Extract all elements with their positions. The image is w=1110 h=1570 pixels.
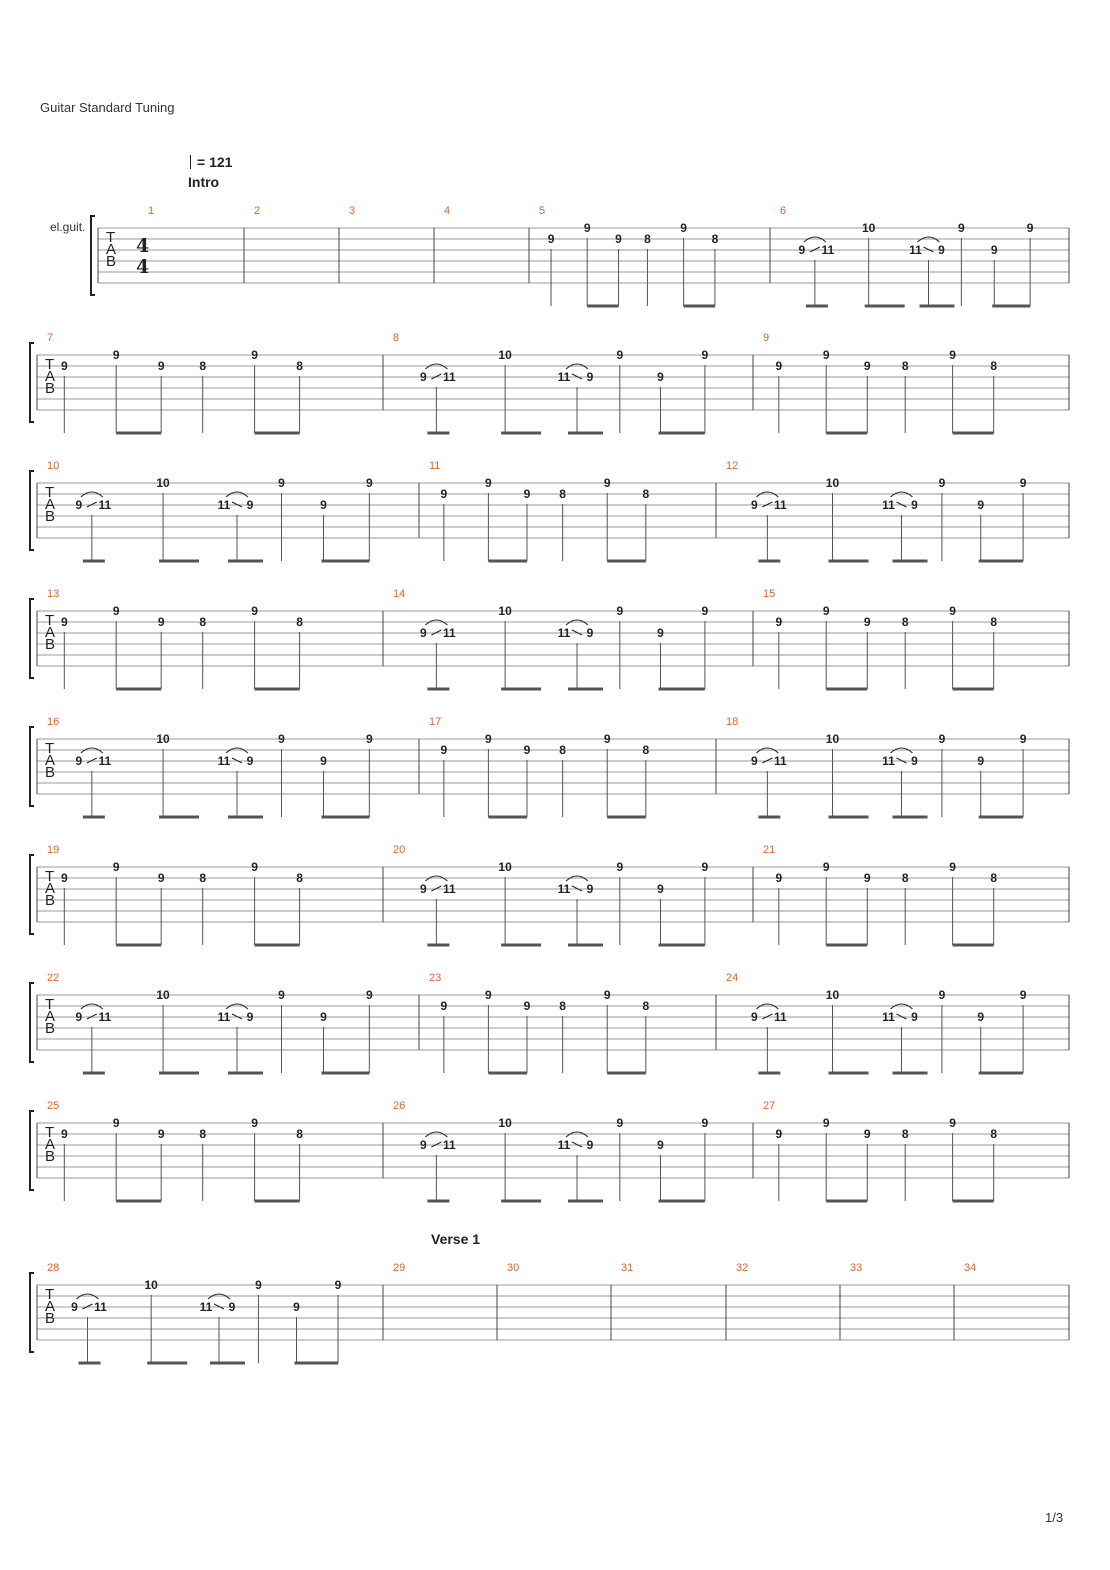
fret-number: 11 <box>199 1300 213 1314</box>
fret-number: 9 <box>586 370 594 384</box>
tab-clef-letter: A <box>45 496 56 513</box>
fret-number: 9 <box>751 754 758 768</box>
system-bracket <box>30 1273 34 1352</box>
fret-number: 9 <box>977 754 985 768</box>
fret-number: 9 <box>112 604 120 618</box>
tab-clef-letter: T <box>45 996 55 1013</box>
tab-clef-letter: T <box>45 868 55 885</box>
fret-number: 9 <box>616 348 624 362</box>
measure-number: 10 <box>47 460 60 472</box>
fret-number: 11 <box>774 1010 787 1024</box>
fret-number: 10 <box>144 1278 158 1292</box>
tab-clef-letter: B <box>45 508 56 525</box>
fret-number: 9 <box>440 999 448 1013</box>
fret-number: 11 <box>217 1010 231 1024</box>
fret-number: 9 <box>657 626 664 640</box>
fret-number: 9 <box>75 754 83 768</box>
fret-number: 9 <box>246 754 254 768</box>
fret-number: 9 <box>863 615 871 629</box>
fret-number: 9 <box>60 871 68 885</box>
tab-clef-letter: B <box>45 636 56 653</box>
fret-number: 9 <box>485 476 492 490</box>
fret-number: 9 <box>157 871 165 885</box>
fret-number: 8 <box>559 999 566 1013</box>
fret-number: 9 <box>977 498 985 512</box>
fret-number: 9 <box>616 604 624 618</box>
fret-number: 9 <box>822 348 830 362</box>
fret-number: 9 <box>251 860 258 874</box>
fret-number: 11 <box>443 626 456 640</box>
fret-number: 9 <box>420 370 427 384</box>
fret-number: 8 <box>559 743 566 757</box>
tab-clef-letter: A <box>45 1136 56 1153</box>
system-bracket <box>30 471 34 550</box>
tab-clef-letter: B <box>45 1310 56 1327</box>
fret-number: 9 <box>775 1127 783 1141</box>
tempo-value: = 121 <box>197 154 233 170</box>
fret-number: 9 <box>863 871 871 885</box>
fret-number: 9 <box>60 359 68 373</box>
fret-number: 9 <box>751 498 758 512</box>
fret-number: 11 <box>443 1138 456 1152</box>
measure-number: 15 <box>763 588 776 600</box>
fret-number: 9 <box>320 498 327 512</box>
measure-number: 1 <box>148 205 155 217</box>
fret-number: 8 <box>559 487 566 501</box>
tab-clef-letter: A <box>45 880 56 897</box>
time-signature-bottom: 4 <box>136 256 150 278</box>
tab-clef-letter: A <box>106 241 117 258</box>
measure-number: 31 <box>621 1262 634 1274</box>
fret-number: 9 <box>949 604 956 618</box>
measure-number: 7 <box>47 332 54 344</box>
instrument-label: el.guit. <box>50 220 86 234</box>
tab-clef-letter: T <box>106 229 116 246</box>
fret-number: 10 <box>498 348 512 362</box>
measure-number: 4 <box>444 205 451 217</box>
fret-number: 8 <box>199 871 207 885</box>
fret-number: 9 <box>1019 732 1027 746</box>
fret-number: 8 <box>199 359 207 373</box>
fret-number: 9 <box>320 754 327 768</box>
fret-number: 9 <box>112 860 120 874</box>
tab-clef-letter: T <box>45 740 55 757</box>
system-bracket <box>30 855 34 934</box>
tab-clef-letter: B <box>45 380 56 397</box>
fret-number: 9 <box>751 1010 758 1024</box>
fret-number: 9 <box>616 860 624 874</box>
fret-number: 9 <box>1026 221 1034 235</box>
fret-number: 10 <box>156 476 170 490</box>
fret-number: 9 <box>440 743 448 757</box>
fret-number: 9 <box>603 476 611 490</box>
fret-number: 8 <box>644 232 651 246</box>
tab-clef-letter: A <box>45 752 56 769</box>
fret-number: 9 <box>798 243 806 257</box>
fret-number: 8 <box>990 871 998 885</box>
fret-number: 9 <box>485 988 492 1002</box>
fret-number: 10 <box>498 1116 512 1130</box>
fret-number: 9 <box>603 988 611 1002</box>
fret-number: 9 <box>157 615 165 629</box>
fret-number: 8 <box>296 359 303 373</box>
fret-number: 10 <box>498 860 512 874</box>
fret-number: 9 <box>657 882 664 896</box>
fret-number: 9 <box>71 1300 78 1314</box>
fret-number: 9 <box>365 476 373 490</box>
fret-number: 9 <box>420 626 427 640</box>
tab-clef-letter: A <box>45 368 56 385</box>
measure-number: 29 <box>393 1262 406 1274</box>
fret-number: 9 <box>958 221 965 235</box>
tab-clef-letter: B <box>45 1148 56 1165</box>
fret-number: 11 <box>98 754 112 768</box>
fret-number: 9 <box>246 1010 254 1024</box>
fret-number: 11 <box>557 370 571 384</box>
measure-number: 22 <box>47 972 60 984</box>
tab-clef-letter: A <box>45 1298 56 1315</box>
fret-number: 9 <box>1019 476 1027 490</box>
fret-number: 9 <box>255 1278 262 1292</box>
fret-number: 9 <box>420 882 427 896</box>
fret-number: 9 <box>583 221 591 235</box>
fret-number: 9 <box>586 626 594 640</box>
fret-number: 9 <box>701 348 709 362</box>
fret-number: 9 <box>911 754 918 768</box>
fret-number: 9 <box>157 359 165 373</box>
tab-clef-letter: B <box>45 764 56 781</box>
measure-number: 9 <box>763 332 770 344</box>
system-bracket <box>30 727 34 806</box>
measure-number: 13 <box>47 588 60 600</box>
system-bracket <box>30 343 34 422</box>
fret-number: 9 <box>990 243 998 257</box>
measure-number: 18 <box>726 716 739 728</box>
fret-number: 9 <box>949 1116 956 1130</box>
fret-number: 8 <box>642 999 650 1013</box>
fret-number: 9 <box>420 1138 427 1152</box>
measure-number: 32 <box>736 1262 749 1274</box>
fret-number: 9 <box>680 221 687 235</box>
fret-number: 9 <box>485 732 492 746</box>
fret-number: 11 <box>882 1010 895 1024</box>
system-bracket <box>30 1111 34 1190</box>
fret-number: 9 <box>278 732 285 746</box>
fret-number: 11 <box>882 754 895 768</box>
fret-number: 11 <box>774 498 787 512</box>
fret-number: 10 <box>825 476 840 490</box>
tab-clef-letter: T <box>45 612 55 629</box>
tab-clef-letter: B <box>106 253 117 270</box>
fret-number: 9 <box>278 476 285 490</box>
fret-number: 9 <box>112 348 120 362</box>
fret-number: 9 <box>228 1300 236 1314</box>
tab-clef-letter: T <box>45 356 55 373</box>
fret-number: 11 <box>557 1138 571 1152</box>
fret-number: 11 <box>217 498 231 512</box>
fret-number: 9 <box>938 988 946 1002</box>
fret-number: 10 <box>498 604 512 618</box>
fret-number: 8 <box>199 615 207 629</box>
fret-number: 8 <box>901 615 909 629</box>
system-bracket <box>30 983 34 1062</box>
fret-number: 10 <box>156 988 170 1002</box>
time-signature-top: 4 <box>136 235 150 257</box>
fret-number: 9 <box>657 370 664 384</box>
fret-number: 9 <box>440 487 448 501</box>
fret-number: 11 <box>98 1010 112 1024</box>
page-number: 1/3 <box>1045 1510 1064 1525</box>
fret-number: 9 <box>938 243 945 257</box>
fret-number: 9 <box>822 604 830 618</box>
measure-number: 3 <box>349 205 356 217</box>
measure-number: 19 <box>47 844 60 856</box>
fret-number: 10 <box>861 221 876 235</box>
fret-number: 9 <box>547 232 555 246</box>
measure-number: 28 <box>47 1262 60 1274</box>
fret-number: 9 <box>822 860 830 874</box>
fret-number: 9 <box>775 359 783 373</box>
measure-number: 27 <box>763 1100 776 1112</box>
fret-number: 9 <box>863 1127 871 1141</box>
fret-number: 9 <box>586 1138 594 1152</box>
tab-clef-letter: T <box>45 1286 55 1303</box>
fret-number: 9 <box>75 498 83 512</box>
fret-number: 10 <box>156 732 170 746</box>
tuning-label: Guitar Standard Tuning <box>40 100 175 115</box>
fret-number: 9 <box>949 348 956 362</box>
fret-number: 9 <box>603 732 611 746</box>
fret-number: 9 <box>246 498 254 512</box>
fret-number: 9 <box>523 999 531 1013</box>
fret-number: 8 <box>296 615 303 629</box>
fret-number: 8 <box>901 359 909 373</box>
tab-clef-letter: B <box>45 892 56 909</box>
measure-number: 25 <box>47 1100 60 1112</box>
measure-number: 6 <box>780 205 787 217</box>
fret-number: 9 <box>523 487 531 501</box>
fret-number: 9 <box>911 498 918 512</box>
fret-number: 9 <box>949 860 956 874</box>
fret-number: 8 <box>990 359 998 373</box>
fret-number: 11 <box>94 1300 107 1314</box>
tab-clef-letter: A <box>45 624 56 641</box>
fret-number: 9 <box>75 1010 83 1024</box>
fret-number: 9 <box>938 732 946 746</box>
measure-number: 14 <box>393 588 406 600</box>
fret-number: 8 <box>901 871 909 885</box>
fret-number: 11 <box>557 626 571 640</box>
fret-number: 9 <box>278 988 285 1002</box>
tab-clef-letter: T <box>45 1124 55 1141</box>
fret-number: 10 <box>825 732 840 746</box>
tab-clef-letter: T <box>45 484 55 501</box>
fret-number: 9 <box>701 860 709 874</box>
tab-clef-letter: A <box>45 1008 56 1025</box>
measure-number: 8 <box>393 332 400 344</box>
measure-number: 34 <box>964 1262 977 1274</box>
measure-number: 26 <box>393 1100 406 1112</box>
fret-number: 9 <box>701 604 709 618</box>
fret-number: 11 <box>443 882 456 896</box>
fret-number: 9 <box>616 1116 624 1130</box>
fret-number: 9 <box>112 1116 120 1130</box>
fret-number: 9 <box>615 232 622 246</box>
fret-number: 9 <box>586 882 594 896</box>
fret-number: 9 <box>251 348 258 362</box>
fret-number: 11 <box>557 882 571 896</box>
fret-number: 11 <box>774 754 787 768</box>
fret-number: 9 <box>775 871 783 885</box>
measure-number: 21 <box>763 844 776 856</box>
fret-number: 9 <box>1019 988 1027 1002</box>
fret-number: 8 <box>990 1127 998 1141</box>
fret-number: 9 <box>60 615 68 629</box>
fret-number: 9 <box>911 1010 918 1024</box>
fret-number: 8 <box>296 871 303 885</box>
measure-number: 16 <box>47 716 60 728</box>
fret-number: 9 <box>60 1127 68 1141</box>
fret-number: 9 <box>863 359 871 373</box>
measure-number: 23 <box>429 972 442 984</box>
measure-number: 24 <box>726 972 739 984</box>
fret-number: 11 <box>909 243 922 257</box>
section-marker-verse: Verse 1 <box>431 1231 481 1247</box>
fret-number: 11 <box>882 498 895 512</box>
measure-number: 2 <box>254 205 261 217</box>
fret-number: 8 <box>990 615 998 629</box>
fret-number: 8 <box>642 487 650 501</box>
fret-number: 8 <box>199 1127 207 1141</box>
fret-number: 9 <box>701 1116 709 1130</box>
fret-number: 9 <box>365 732 373 746</box>
fret-number: 11 <box>821 243 835 257</box>
system-bracket <box>91 216 95 295</box>
fret-number: 9 <box>365 988 373 1002</box>
fret-number: 9 <box>320 1010 327 1024</box>
system-bracket <box>30 599 34 678</box>
fret-number: 8 <box>296 1127 303 1141</box>
measure-number: 12 <box>726 460 739 472</box>
measure-number: 33 <box>850 1262 863 1274</box>
measure-number: 11 <box>429 460 441 472</box>
fret-number: 9 <box>523 743 531 757</box>
fret-number: 9 <box>775 615 783 629</box>
fret-number: 8 <box>901 1127 909 1141</box>
fret-number: 9 <box>251 604 258 618</box>
fret-number: 10 <box>825 988 840 1002</box>
fret-number: 9 <box>938 476 946 490</box>
fret-number: 8 <box>642 743 650 757</box>
tab-clef-letter: B <box>45 1020 56 1037</box>
section-marker-intro: Intro <box>188 174 220 190</box>
measure-number: 17 <box>429 716 442 728</box>
fret-number: 11 <box>98 498 112 512</box>
measure-number: 20 <box>393 844 406 856</box>
fret-number: 11 <box>217 754 231 768</box>
fret-number: 9 <box>157 1127 165 1141</box>
fret-number: 11 <box>443 370 456 384</box>
fret-number: 9 <box>251 1116 258 1130</box>
fret-number: 8 <box>711 232 719 246</box>
fret-number: 9 <box>334 1278 342 1292</box>
fret-number: 9 <box>822 1116 830 1130</box>
measure-number: 5 <box>539 205 546 217</box>
measure-number: 30 <box>507 1262 520 1274</box>
fret-number: 9 <box>977 1010 985 1024</box>
fret-number: 9 <box>293 1300 300 1314</box>
fret-number: 9 <box>657 1138 664 1152</box>
